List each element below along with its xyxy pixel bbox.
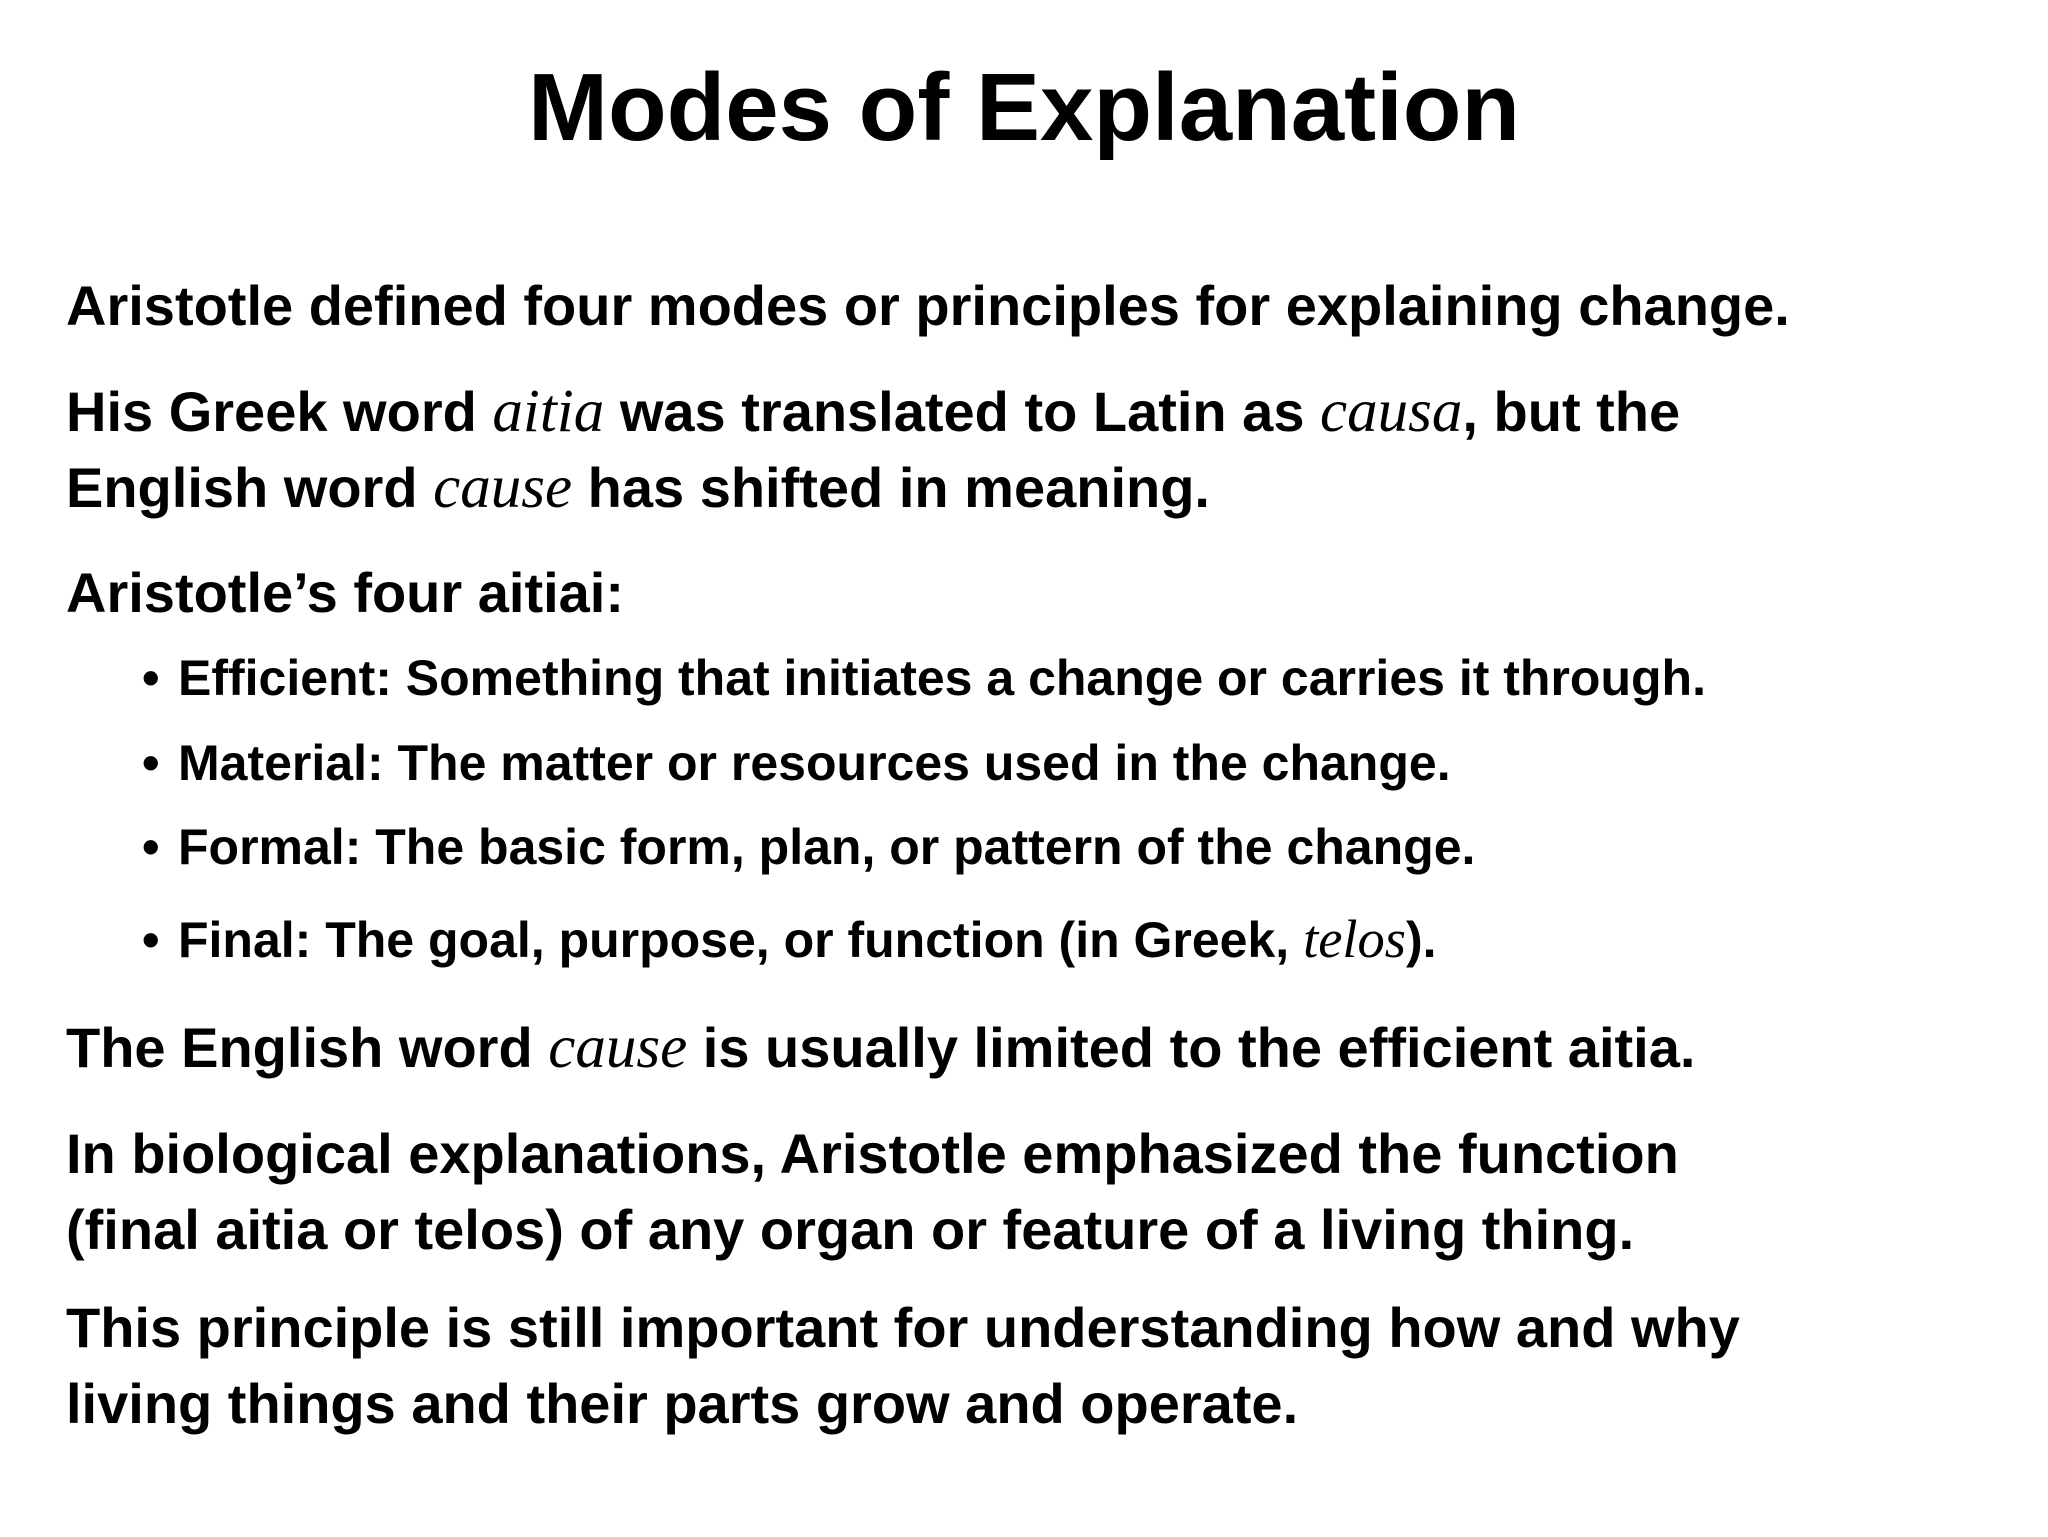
bullet-efficient — [142, 645, 2022, 711]
text-segment: His Greek word — [66, 380, 493, 443]
term-telos: telos — [1303, 908, 1407, 969]
paragraph-four-modes: Aristotle defined four modes or principles for explaining change. — [66, 274, 1790, 337]
term-aitia: aitia — [492, 378, 605, 445]
bullet-text: Efficient: Something that initiates a change or carries it through. — [178, 650, 1706, 706]
paragraph-principle-line-1: This principle is still important for understanding how and why — [66, 1296, 1740, 1359]
bullet-dot: • — [142, 650, 160, 706]
bullet-text: Formal: The basic form, plan, or pattern of the change. — [178, 819, 1476, 875]
bullet-text: Material: The matter or resources used in the change. — [178, 735, 1451, 791]
paragraph-biological-line-1: In biological explanations, Aristotle emphasized the function — [66, 1122, 1679, 1185]
term-cause: cause — [433, 454, 573, 521]
text-segment: , but the — [1462, 380, 1681, 443]
paragraph-biological — [66, 1116, 2026, 1268]
paragraph-greek-word-line-1 — [66, 374, 2026, 450]
paragraph-greek-word — [66, 374, 2026, 526]
text-segment: has shifted in meaning. — [572, 456, 1210, 519]
paragraph-four-aitiai: Aristotle’s four aitiai: — [66, 561, 625, 624]
paragraph-greek-word-line-2 — [66, 450, 2026, 526]
slide-title: Modes of Explanation — [527, 54, 1521, 161]
bullet-dot: • — [142, 819, 160, 875]
term-cause: cause — [548, 1014, 688, 1081]
paragraph-english-cause — [66, 1010, 2026, 1086]
text-segment: is usually limited to the efficient aitia. — [687, 1016, 1696, 1079]
paragraph-principle — [66, 1290, 2026, 1442]
paragraph-biological-line-2: (final aitia or telos) of any organ or feature of a living thing. — [66, 1198, 1635, 1261]
bullet-text-end: ). — [1406, 912, 1437, 968]
bullet-final — [142, 906, 2022, 973]
bullet-dot: • — [142, 912, 160, 968]
paragraph-principle-line-2: living things and their parts grow and operate. — [66, 1372, 1299, 1435]
term-causa: causa — [1320, 378, 1463, 445]
text-segment: The English word — [66, 1016, 549, 1079]
text-segment: was translated to Latin as — [604, 380, 1321, 443]
bullet-material — [142, 730, 2022, 796]
bullet-text: Final: The goal, purpose, or function (in Greek, — [178, 912, 1304, 968]
bullet-dot: • — [142, 735, 160, 791]
text-segment: English word — [66, 456, 434, 519]
bullet-formal — [142, 814, 2022, 880]
